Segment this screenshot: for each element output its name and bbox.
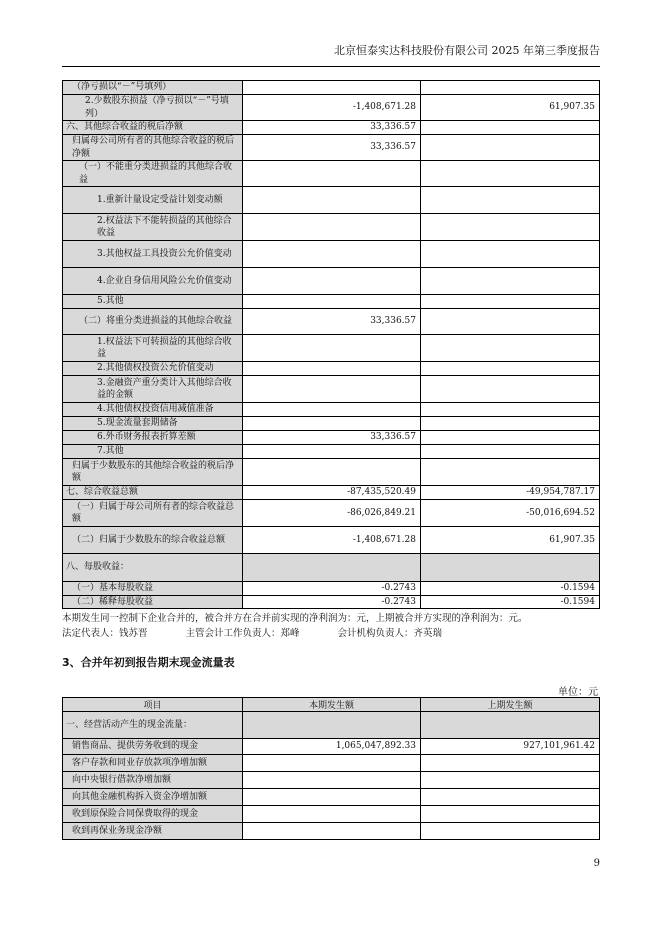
row-previous-value (421, 806, 600, 823)
header-rule (62, 66, 600, 67)
table-row (63, 755, 600, 772)
row-previous-value (421, 823, 600, 840)
row-previous-value (421, 241, 600, 268)
table-row (63, 268, 600, 295)
row-item-label: （二）归属于少数股东的综合收益总额 (63, 527, 243, 554)
row-previous-value (421, 81, 600, 95)
report-header: 北京恒泰实达科技股份有限公司 2025 年第三季度报告 (334, 44, 600, 57)
row-previous-value (421, 755, 600, 772)
row-current-value: -1,408,671.28 (243, 95, 421, 121)
row-item-label: 7.其他 (63, 445, 243, 459)
row-item-label: （二）稀释每股收益 (63, 595, 243, 609)
row-current-value (243, 554, 421, 582)
row-previous-value: -0.1594 (421, 582, 600, 596)
row-previous-value (421, 376, 600, 403)
row-previous-value (421, 362, 600, 376)
row-current-value (243, 295, 421, 309)
signatures: 法定代表人：钱苏晋 主管会计工作负责人：郑峰 会计机构负责人：齐英瑞 (62, 628, 443, 639)
row-current-value (243, 712, 421, 739)
unit-label: 单位：元 (558, 687, 598, 698)
table-row (63, 486, 600, 500)
row-previous-value: 927,101,961.42 (421, 739, 600, 755)
row-current-value (243, 335, 421, 362)
income-statement-table (62, 80, 600, 609)
row-current-value (243, 214, 421, 241)
table-row (63, 554, 600, 582)
row-item-label: 收到再保业务现金净额 (63, 823, 243, 840)
table-row (63, 823, 600, 840)
table-row (63, 431, 600, 445)
row-current-value (243, 268, 421, 295)
row-previous-value (421, 335, 600, 362)
row-item-label: 4.其他债权投资信用减值准备 (63, 403, 243, 417)
row-item-label: 1.重新计量设定受益计划变动额 (63, 187, 243, 214)
row-previous-value (421, 135, 600, 161)
row-item-label: 5.现金流量套期储备 (63, 417, 243, 431)
row-item-label: （一）基本每股收益 (63, 582, 243, 596)
row-current-value (243, 772, 421, 789)
row-item-label: 归属于少数股东的其他综合收益的税后净额 (63, 459, 243, 486)
row-current-value (243, 81, 421, 95)
row-item-label: 六、其他综合收益的税后净额 (63, 121, 243, 135)
row-item-label: 一、经营活动产生的现金流量： (63, 712, 243, 739)
column-header-previous: 上期发生额 (421, 698, 600, 712)
row-previous-value (421, 445, 600, 459)
row-previous-value (421, 459, 600, 486)
row-previous-value (421, 161, 600, 187)
row-current-value (243, 362, 421, 376)
row-item-label: 客户存款和同业存放款项净增加额 (63, 755, 243, 772)
row-current-value: 33,336.57 (243, 431, 421, 445)
row-current-value: -0.2743 (243, 595, 421, 609)
table-row (63, 95, 600, 121)
row-item-label: 向其他金融机构拆入资金净增加额 (63, 789, 243, 806)
row-item-label: 2.权益法下不能转损益的其他综合收益 (63, 214, 243, 241)
row-current-value (243, 376, 421, 403)
row-item-label: 向中央银行借款净增加额 (63, 772, 243, 789)
row-item-label: 3.其他权益工具投资公允价值变动 (63, 241, 243, 268)
row-previous-value (421, 789, 600, 806)
table-header-row (63, 698, 600, 712)
table-row (63, 214, 600, 241)
row-current-value (243, 403, 421, 417)
row-item-label: 2.少数股东损益（净亏损以“－”号填列） (63, 95, 243, 121)
table-row (63, 806, 600, 823)
table-row (63, 187, 600, 214)
row-item-label: （二）将重分类进损益的其他综合收益 (63, 309, 243, 335)
table-row (63, 335, 600, 362)
row-current-value: 33,336.57 (243, 309, 421, 335)
row-current-value (243, 445, 421, 459)
row-previous-value (421, 214, 600, 241)
table-row (63, 376, 600, 403)
row-current-value (243, 823, 421, 840)
table-row (63, 582, 600, 596)
row-item-label: （一）不能重分类进损益的其他综合收益 (63, 161, 243, 187)
cashflow-section-title: 3、合并年初到报告期末现金流量表 (62, 656, 235, 669)
row-previous-value (421, 268, 600, 295)
row-item-label: 收到原保险合同保费取得的现金 (63, 806, 243, 823)
row-previous-value (421, 554, 600, 582)
cashflow-table (62, 697, 600, 840)
row-previous-value (421, 431, 600, 445)
merger-note: 本期发生同一控制下企业合并的，被合并方在合并前实现的净利润为：元，上期被合并方实现的净利润为：元。 (62, 613, 528, 624)
row-previous-value (421, 309, 600, 335)
row-current-value: -1,408,671.28 (243, 527, 421, 554)
row-previous-value: 61,907.35 (421, 527, 600, 554)
row-item-label: 七、综合收益总额 (63, 486, 243, 500)
row-previous-value (421, 417, 600, 431)
table-row (63, 403, 600, 417)
table-row (63, 121, 600, 135)
table-row (63, 295, 600, 309)
row-previous-value (421, 295, 600, 309)
table-row (63, 527, 600, 554)
table-row (63, 772, 600, 789)
row-current-value: -86,026,849.21 (243, 500, 421, 527)
row-current-value: 1,065,047,892.33 (243, 739, 421, 755)
row-current-value (243, 789, 421, 806)
row-current-value (243, 241, 421, 268)
table-row (63, 417, 600, 431)
row-current-value (243, 187, 421, 214)
row-previous-value (421, 403, 600, 417)
row-item-label: （净亏损以“－”号填列） (63, 81, 243, 95)
column-header-current: 本期发生额 (243, 698, 421, 712)
row-previous-value: -0.1594 (421, 595, 600, 609)
table-row (63, 789, 600, 806)
row-item-label: 销售商品、提供劳务收到的现金 (63, 739, 243, 755)
row-current-value: -87,435,520.49 (243, 486, 421, 500)
row-previous-value (421, 772, 600, 789)
row-current-value (243, 417, 421, 431)
table-row (63, 309, 600, 335)
table-row (63, 712, 600, 739)
row-previous-value (421, 121, 600, 135)
row-item-label: 6.外币财务报表折算差额 (63, 431, 243, 445)
row-item-label: 1.权益法下可转损益的其他综合收益 (63, 335, 243, 362)
row-item-label: 5.其他 (63, 295, 243, 309)
column-header-item: 项目 (63, 698, 243, 712)
page-number: 9 (593, 858, 600, 869)
row-current-value (243, 755, 421, 772)
table-row (63, 362, 600, 376)
table-row (63, 459, 600, 486)
row-previous-value (421, 187, 600, 214)
row-item-label: （一）归属于母公司所有者的综合收益总额 (63, 500, 243, 527)
row-previous-value (421, 712, 600, 739)
row-previous-value: 61,907.35 (421, 95, 600, 121)
row-item-label: 4.企业自身信用风险公允价值变动 (63, 268, 243, 295)
table-row (63, 739, 600, 755)
row-current-value: -0.2743 (243, 582, 421, 596)
table-row (63, 445, 600, 459)
table-row (63, 135, 600, 161)
row-item-label: 八、每股收益： (63, 554, 243, 582)
row-current-value: 33,336.57 (243, 135, 421, 161)
table-row (63, 241, 600, 268)
row-item-label: 2.其他债权投资公允价值变动 (63, 362, 243, 376)
row-previous-value: -49,954,787.17 (421, 486, 600, 500)
row-current-value (243, 806, 421, 823)
row-current-value: 33,336.57 (243, 121, 421, 135)
row-item-label: 3.金融资产重分类计入其他综合收益的金额 (63, 376, 243, 403)
table-row (63, 595, 600, 609)
row-item-label: 归属母公司所有者的其他综合收益的税后净额 (63, 135, 243, 161)
row-current-value (243, 459, 421, 486)
table-row (63, 500, 600, 527)
table-row (63, 161, 600, 187)
row-current-value (243, 161, 421, 187)
table-row (63, 81, 600, 95)
row-previous-value: -50,016,694.52 (421, 500, 600, 527)
